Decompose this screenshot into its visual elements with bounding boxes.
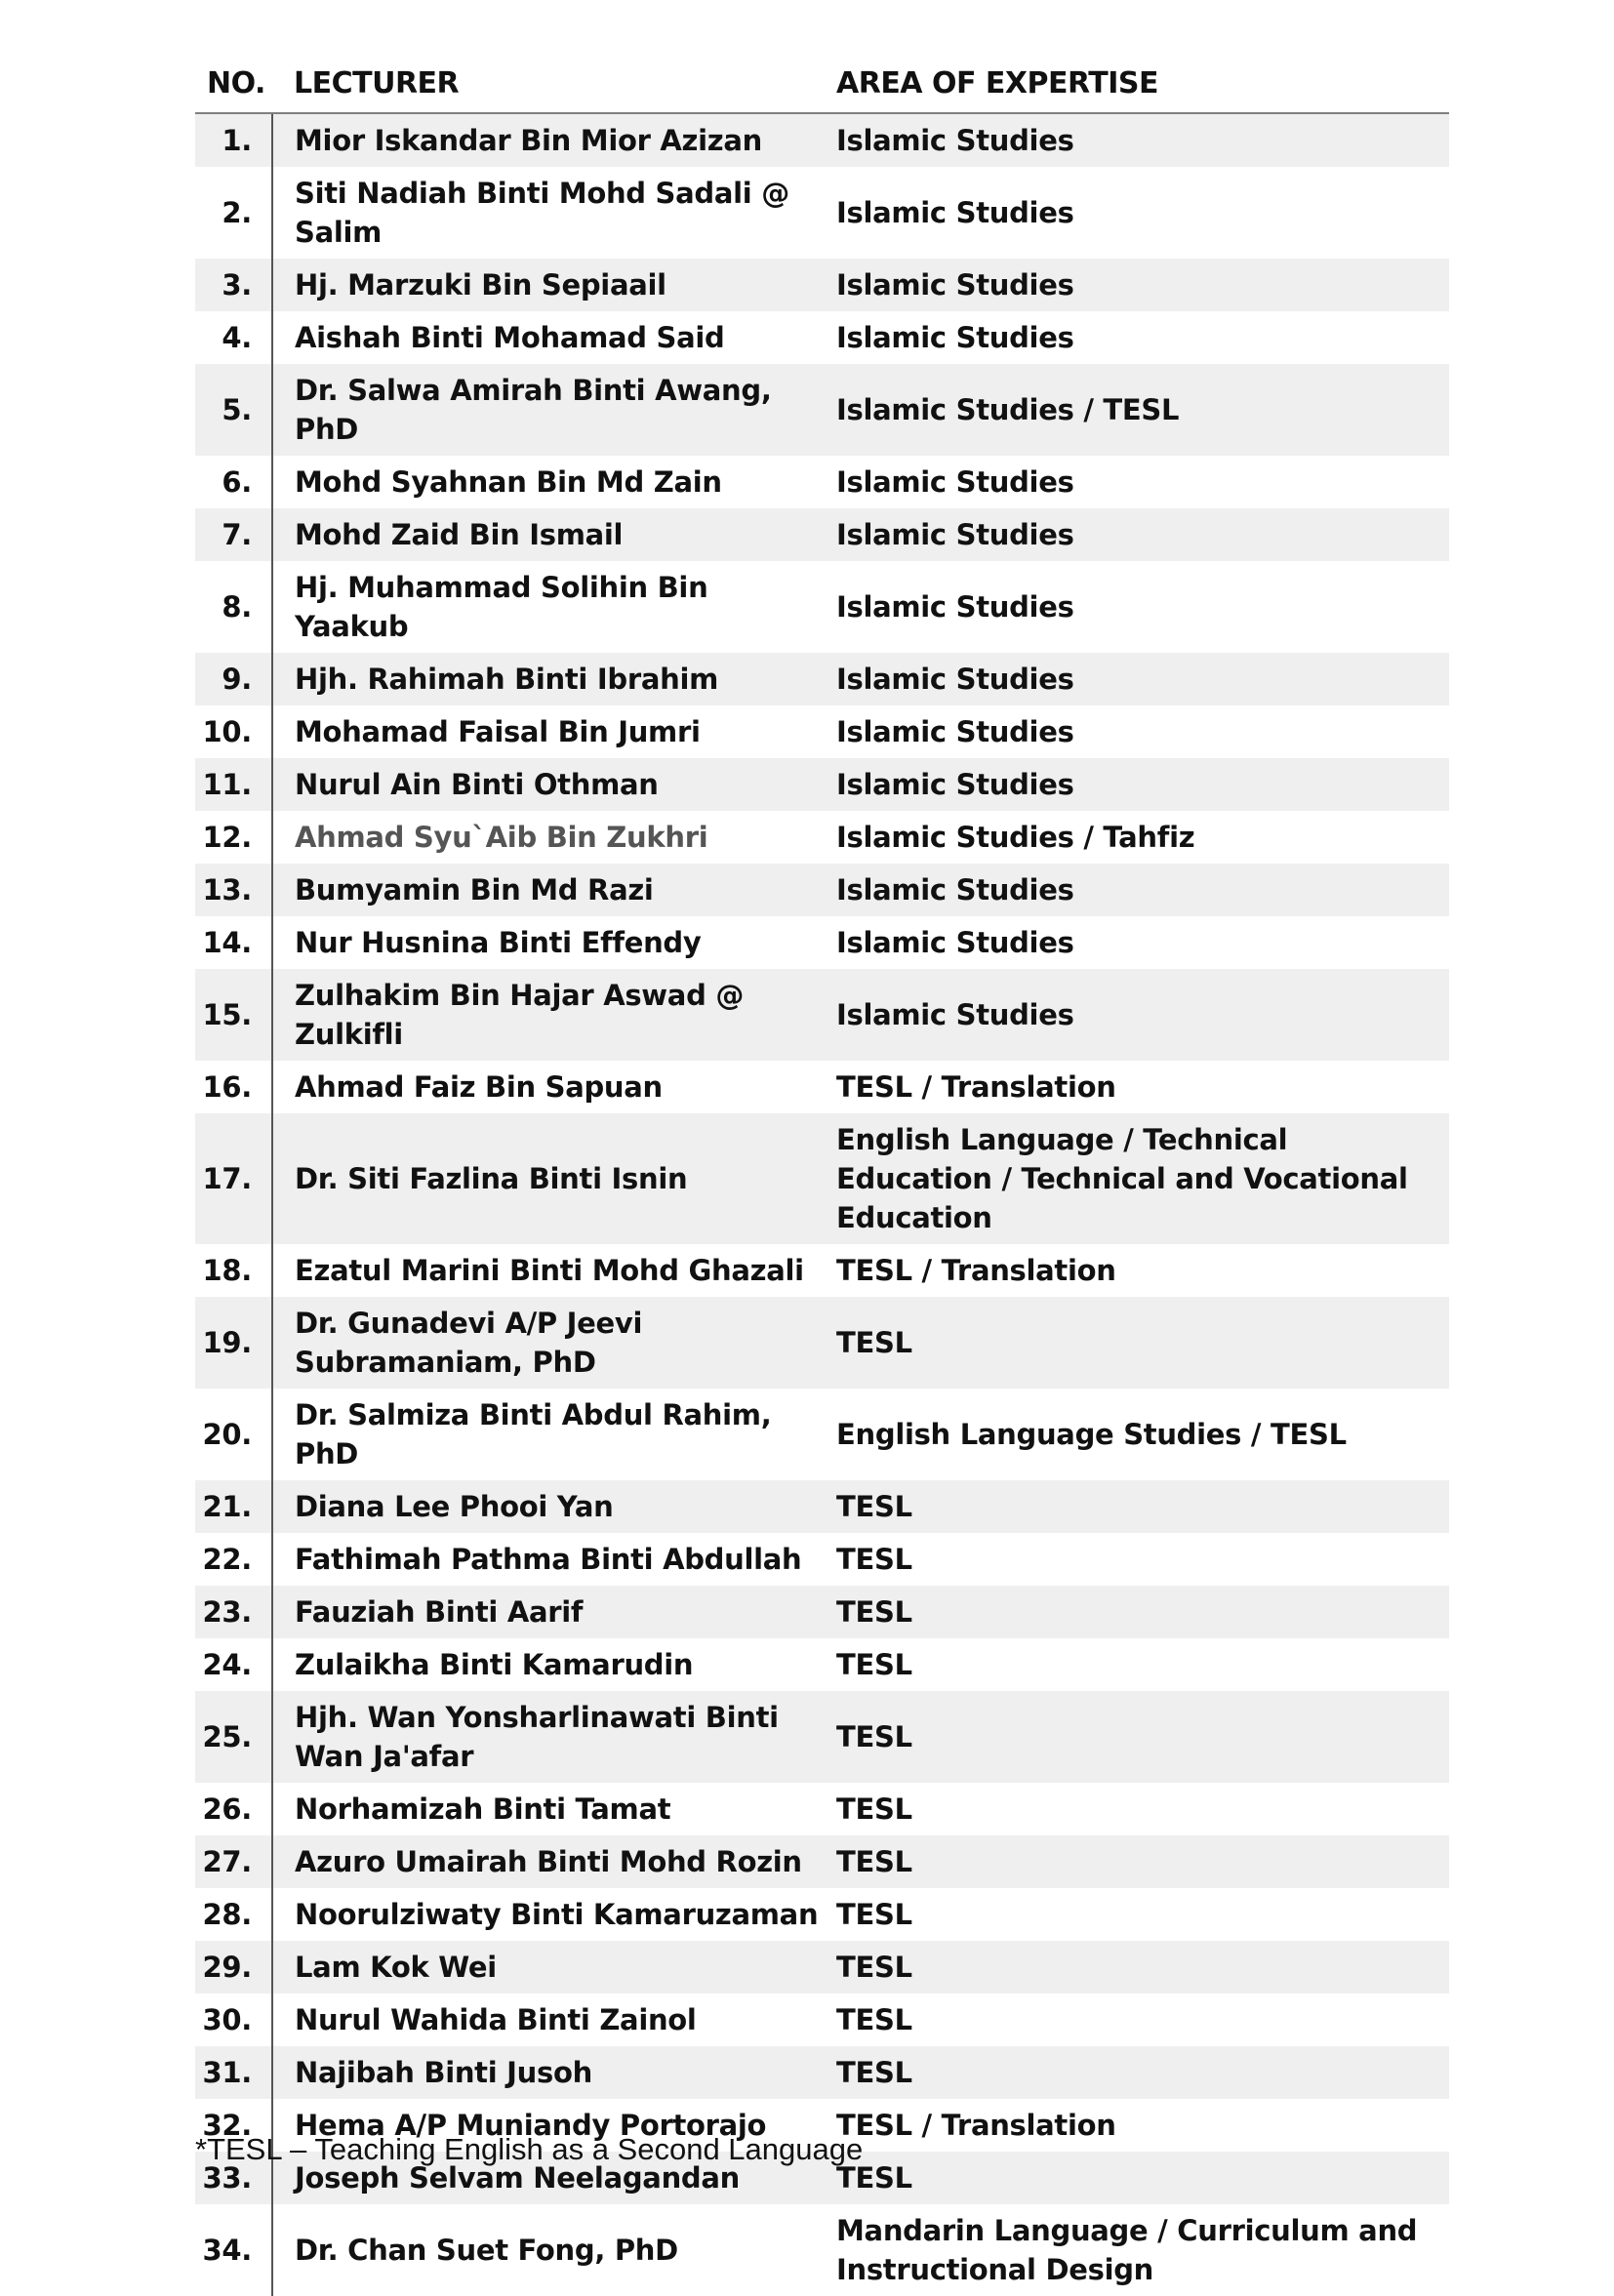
- lecturer-name: Ezatul Marini Binti Mohd Ghazali: [295, 1254, 804, 1287]
- row-number: 30.: [195, 1994, 272, 2046]
- lecturer-name: Fauziah Binti Aarif: [272, 1586, 836, 1638]
- header-no: NO.: [195, 59, 272, 113]
- lecturer-name: Dr. Chan Suet Fong, PhD: [295, 2234, 678, 2267]
- lecturer-name: Hjh. Wan Yonsharlinawati Binti Wan Ja'afar: [272, 1691, 836, 1783]
- table-row: [195, 1586, 1449, 1638]
- table-row: [195, 1888, 1449, 1941]
- row-number: 18.: [195, 1244, 272, 1297]
- row-number: 31.: [195, 2046, 272, 2099]
- table-row: [195, 1389, 1449, 1480]
- lecturer-name: Ahmad Syu`Aib Bin Zukhri: [295, 821, 708, 854]
- table-row: [195, 916, 1449, 969]
- lecturer-name: Bumyamin Bin Md Razi: [272, 864, 836, 916]
- row-number: 1.: [195, 113, 272, 167]
- lecturer-name: Zulaikha Binti Kamarudin: [295, 1648, 694, 1681]
- area-of-expertise: TESL: [836, 1941, 1449, 1994]
- table-row: [195, 1691, 1449, 1783]
- area-of-expertise: Islamic Studies: [836, 508, 1449, 561]
- row-number: 20.: [195, 1389, 272, 1480]
- table-row: [195, 1835, 1449, 1888]
- area-of-expertise: TESL: [836, 1648, 912, 1681]
- table-row: [195, 1480, 1449, 1533]
- row-number: 7.: [195, 508, 272, 561]
- row-number: 26.: [195, 1783, 272, 1835]
- area-of-expertise: TESL: [836, 2152, 1449, 2204]
- table-row: [195, 1941, 1449, 1994]
- row-number: 25.: [195, 1691, 272, 1783]
- area-of-expertise: TESL: [836, 1691, 1449, 1783]
- table-row: [195, 653, 1449, 705]
- table-row: [195, 1244, 1449, 1297]
- area-of-expertise: Islamic Studies: [836, 196, 1074, 229]
- area-of-expertise: Islamic Studies: [836, 758, 1449, 811]
- lecturer-name: Hjh. Rahimah Binti Ibrahim: [272, 653, 836, 705]
- row-number: 9.: [195, 653, 272, 705]
- area-of-expertise: Islamic Studies: [836, 113, 1449, 167]
- lecturer-name: Ahmad Faiz Bin Sapuan: [295, 1070, 663, 1104]
- table-row: [195, 364, 1449, 456]
- row-number: 33.: [195, 2152, 272, 2204]
- row-number: 3.: [195, 259, 272, 311]
- lecturer-name: Dr. Siti Fazlina Binti Isnin: [272, 1113, 836, 1244]
- table-body: [195, 113, 1449, 2296]
- lecturer-name: Lam Kok Wei: [272, 1941, 836, 1994]
- row-number: 2.: [195, 167, 272, 259]
- area-of-expertise: TESL: [836, 1480, 1449, 1533]
- lecturer-name: Hj. Muhammad Solihin Bin Yaakub: [295, 571, 708, 643]
- lecturer-name: Siti Nadiah Binti Mohd Sadali @ Salim: [295, 177, 789, 249]
- table-row: [195, 758, 1449, 811]
- row-number: 14.: [195, 916, 272, 969]
- lecturer-name: Nurul Wahida Binti Zainol: [295, 2003, 697, 2036]
- row-number: 11.: [195, 758, 272, 811]
- row-number: 27.: [195, 1835, 272, 1888]
- row-number: 10.: [195, 705, 272, 758]
- lecturer-name: Hj. Marzuki Bin Sepiaail: [272, 259, 836, 311]
- lecturer-name: Dr. Gunadevi A/P Jeevi Subramaniam, PhD: [272, 1297, 836, 1389]
- row-number: 12.: [195, 811, 272, 864]
- row-number: 17.: [195, 1113, 272, 1244]
- row-number: 22.: [195, 1533, 272, 1586]
- row-number: 13.: [195, 864, 272, 916]
- area-of-expertise: English Language Studies / TESL: [836, 1418, 1347, 1451]
- row-number: 19.: [195, 1297, 272, 1389]
- area-of-expertise: TESL: [836, 1835, 1449, 1888]
- row-number: 4.: [195, 311, 272, 364]
- area-of-expertise: Islamic Studies: [836, 864, 1449, 916]
- lecturer-name: Fathimah Pathma Binti Abdullah: [295, 1543, 802, 1576]
- lecturer-name: Dr. Salmiza Binti Abdul Rahim, PhD: [295, 1398, 772, 1470]
- lecturer-name: Diana Lee Phooi Yan: [272, 1480, 836, 1533]
- table-row: [195, 969, 1449, 1061]
- area-of-expertise: TESL: [836, 1543, 912, 1576]
- area-of-expertise: Islamic Studies: [836, 715, 1074, 748]
- area-of-expertise: TESL / Translation: [836, 1070, 1116, 1104]
- row-number: 29.: [195, 1941, 272, 1994]
- row-number: 5.: [195, 364, 272, 456]
- header-area-of-expertise: AREA OF EXPERTISE: [836, 59, 1449, 113]
- table-row: [195, 1994, 1449, 2046]
- lecturer-name: Mior Iskandar Bin Mior Azizan: [272, 113, 836, 167]
- header-lecturer: LECTURER: [272, 59, 836, 113]
- table-row: [195, 561, 1449, 653]
- row-number: 34.: [195, 2204, 272, 2296]
- table-row: [195, 167, 1449, 259]
- lecturer-name: Dr. Salwa Amirah Binti Awang, PhD: [272, 364, 836, 456]
- area-of-expertise: Islamic Studies: [836, 321, 1074, 354]
- table-row: [195, 864, 1449, 916]
- row-number: 6.: [195, 456, 272, 508]
- table-row: [195, 311, 1449, 364]
- area-of-expertise: TESL: [836, 1586, 1449, 1638]
- row-number: 23.: [195, 1586, 272, 1638]
- area-of-expertise: Islamic Studies / TESL: [836, 364, 1449, 456]
- area-of-expertise: TESL / Translation: [836, 1254, 1116, 1287]
- lecturer-name: Azuro Umairah Binti Mohd Rozin: [272, 1835, 836, 1888]
- area-of-expertise: Islamic Studies: [836, 465, 1074, 499]
- lecturer-name: Najibah Binti Jusoh: [272, 2046, 836, 2099]
- row-number: 21.: [195, 1480, 272, 1533]
- lecturer-name: Aishah Binti Mohamad Said: [295, 321, 725, 354]
- header-row: [195, 59, 1449, 113]
- area-of-expertise: TESL: [836, 2046, 1449, 2099]
- table-row: [195, 1533, 1449, 1586]
- lecturer-table: [195, 59, 1449, 2296]
- table-row: [195, 1638, 1449, 1691]
- area-of-expertise: TESL: [836, 1898, 912, 1931]
- lecturer-name: Zulhakim Bin Hajar Aswad @ Zulkifli: [272, 969, 836, 1061]
- area-of-expertise: TESL: [836, 1297, 1449, 1389]
- lecturer-name: Norhamizah Binti Tamat: [295, 1792, 671, 1826]
- area-of-expertise: TESL / Translation: [836, 2109, 1116, 2142]
- area-of-expertise: TESL: [836, 1792, 912, 1826]
- table-row: [195, 259, 1449, 311]
- table-row: [195, 2046, 1449, 2099]
- area-of-expertise: TESL: [836, 2003, 912, 2036]
- table-row: [195, 456, 1449, 508]
- row-number: 32.: [195, 2099, 272, 2152]
- row-number: 15.: [195, 969, 272, 1061]
- table-row: [195, 705, 1449, 758]
- table-row: [195, 1297, 1449, 1389]
- table-header: [195, 59, 1449, 113]
- table-row: [195, 811, 1449, 864]
- lecturer-name: Nur Husnina Binti Effendy: [295, 926, 702, 959]
- lecturer-name: Mohd Syahnan Bin Md Zain: [295, 465, 722, 499]
- lecturer-name: Joseph Selvam Neelagandan: [272, 2152, 836, 2204]
- table-row: [195, 508, 1449, 561]
- table-row: [195, 1113, 1449, 1244]
- table-row: [195, 1061, 1449, 1113]
- area-of-expertise: Islamic Studies / Tahfiz: [836, 821, 1195, 854]
- row-number: 16.: [195, 1061, 272, 1113]
- lecturer-name: Nurul Ain Binti Othman: [272, 758, 836, 811]
- area-of-expertise: Islamic Studies: [836, 590, 1074, 624]
- area-of-expertise: English Language / Technical Education / Technical and Vocational Education: [836, 1113, 1449, 1244]
- table-row: [195, 113, 1449, 167]
- area-of-expertise: Islamic Studies: [836, 259, 1449, 311]
- row-number: 24.: [195, 1638, 272, 1691]
- row-number: 28.: [195, 1888, 272, 1941]
- lecturer-name: Hema A/P Muniandy Portorajo: [295, 2109, 767, 2142]
- row-number: 8.: [195, 561, 272, 653]
- lecturer-name: Noorulziwaty Binti Kamaruzaman: [295, 1898, 819, 1931]
- area-of-expertise: Islamic Studies: [836, 926, 1074, 959]
- table-row: [195, 1783, 1449, 1835]
- lecturer-name: Mohd Zaid Bin Ismail: [272, 508, 836, 561]
- area-of-expertise: Mandarin Language / Curriculum and Instructional Design: [836, 2214, 1418, 2286]
- lecturer-name: Mohamad Faisal Bin Jumri: [295, 715, 701, 748]
- area-of-expertise: Islamic Studies: [836, 969, 1449, 1061]
- area-of-expertise: Islamic Studies: [836, 653, 1449, 705]
- footnote: *TESL – Teaching English as a Second Language: [195, 2132, 864, 2166]
